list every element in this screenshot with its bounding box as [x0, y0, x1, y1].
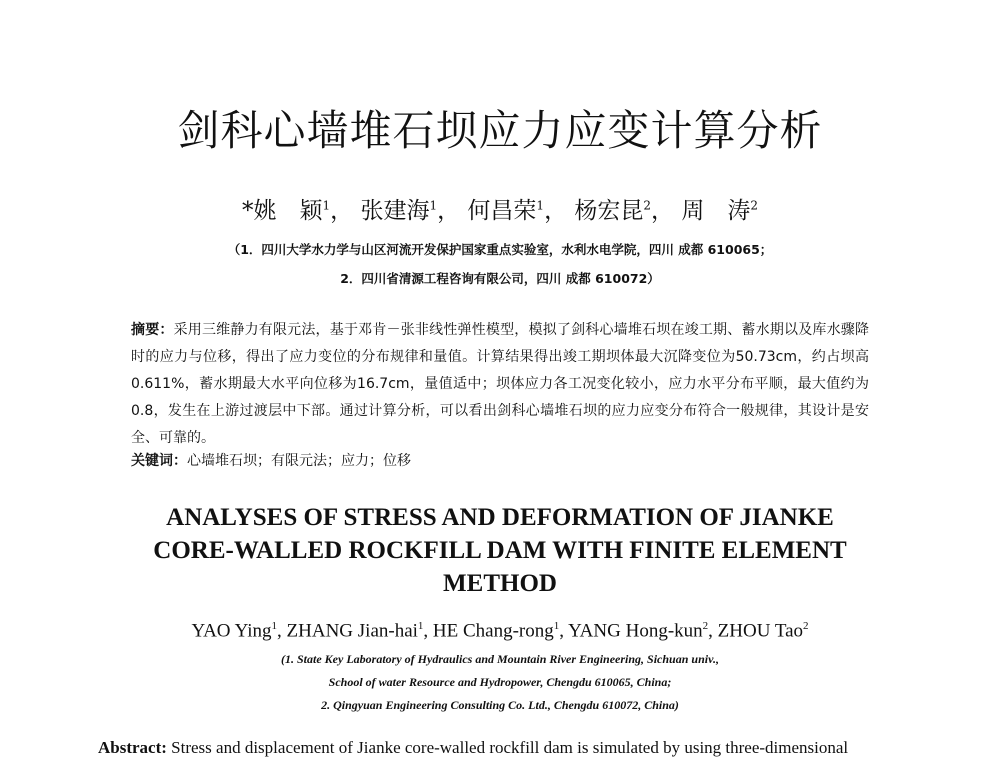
author-name: HE Chang-rong — [432, 620, 554, 642]
author-name: 杨宏昆 — [574, 198, 644, 224]
author-name: 张建海 — [360, 198, 430, 224]
author-affiliation-mark: 1 — [553, 620, 560, 632]
author-name: YAO Ying — [191, 620, 272, 642]
author-affiliation-mark: 2 — [803, 620, 809, 632]
english-title — [60, 501, 940, 600]
english-title-line: METHOD — [443, 570, 557, 597]
author-separator: , — [423, 620, 433, 642]
author-separator: ， — [437, 198, 461, 224]
author-name: YANG Hong-kun — [568, 620, 703, 642]
english-title-line: ANALYSES OF STRESS AND DEFORMATION OF JIANKE — [166, 504, 834, 531]
chinese-title: 剑科心墙堆石坝应力应变计算分析 — [177, 106, 823, 155]
english-affiliation-3: 2. Qingyuan Engineering Consulting Co. Ltd., Chengdu 610072, China) — [321, 698, 679, 712]
author-name: ZHANG Jian-hai — [286, 620, 418, 642]
author-separator: , — [277, 620, 287, 642]
author-affiliation-mark: 2 — [643, 198, 652, 213]
author-separator: , — [559, 620, 569, 642]
author-affiliation-mark: 1 — [536, 198, 545, 213]
chinese-abstract-text: 采用三维静力有限元法，基于邓肯－张非线性弹性模型，模拟了剑科心墙堆石坝在竣工期、蓄水期以及库水骤降时的应力与位移，得出了应力变位的分布规律和量值。计算结果得出竣工期坝体最大沉降变位为50.73cm，约占坝高0.611%，蓄水期最大水平向位移为16.7cm，量值适中；坝体应力各工况变化较小，应力水平分布平顺，最大值约为 0.8，发生在上游过渡层中下部。通过计算分析，可以看出剑科心墙堆石坝的应力应变分布符合一般规律，其设计是安全、可靠的。 — [131, 322, 870, 446]
author-name: 何昌荣 — [467, 198, 537, 224]
chinese-keywords — [131, 450, 869, 470]
english-affiliation-1: (1. State Key Laboratory of Hydraulics and Mountain River Engineering, Sichuan univ., — [281, 652, 719, 666]
english-abstract — [98, 738, 918, 758]
chinese-abstract — [131, 317, 869, 452]
author-separator: ， — [651, 198, 675, 224]
chinese-author-list — [0, 192, 1000, 225]
author-affiliation-mark: 2 — [750, 198, 758, 213]
chinese-affiliation-1: （1．四川大学水力学与山区河流开发保护国家重点实验室，水利水电学院，四川 成都 610065； — [227, 242, 773, 257]
author-name: 周 涛 — [681, 198, 751, 224]
author-separator: ， — [544, 198, 568, 224]
chinese-affiliation-2: 2．四川省清源工程咨询有限公司，四川 成都 610072） — [340, 271, 660, 286]
chinese-keywords-text: 心墙堆石坝；有限元法；应力；位移 — [187, 453, 411, 469]
author-name: ZHOU Tao — [717, 620, 804, 642]
chinese-abstract-label: 摘要： — [131, 322, 174, 338]
author-name: *姚 颖 — [242, 198, 323, 224]
author-affiliation-mark: 1 — [417, 620, 424, 632]
english-author-list — [0, 620, 1000, 642]
english-title-line: CORE-WALLED ROCKFILL DAM WITH FINITE ELEMENT — [153, 537, 847, 564]
author-separator: , — [708, 620, 718, 642]
author-separator: ， — [330, 198, 354, 224]
author-affiliation-mark: 2 — [702, 620, 709, 632]
english-affiliation-2: School of water Resource and Hydropower, Chengdu 610065, China; — [328, 675, 672, 689]
author-affiliation-mark: 1 — [271, 620, 278, 632]
author-affiliation-mark: 1 — [429, 198, 438, 213]
english-abstract-text: Stress and displacement of Jianke core-walled rockfill dam is simulated by using three-dimensional — [166, 738, 849, 757]
english-abstract-label: Abstract: — [98, 738, 167, 757]
chinese-keywords-label: 关键词： — [131, 453, 187, 469]
author-affiliation-mark: 1 — [322, 198, 331, 213]
